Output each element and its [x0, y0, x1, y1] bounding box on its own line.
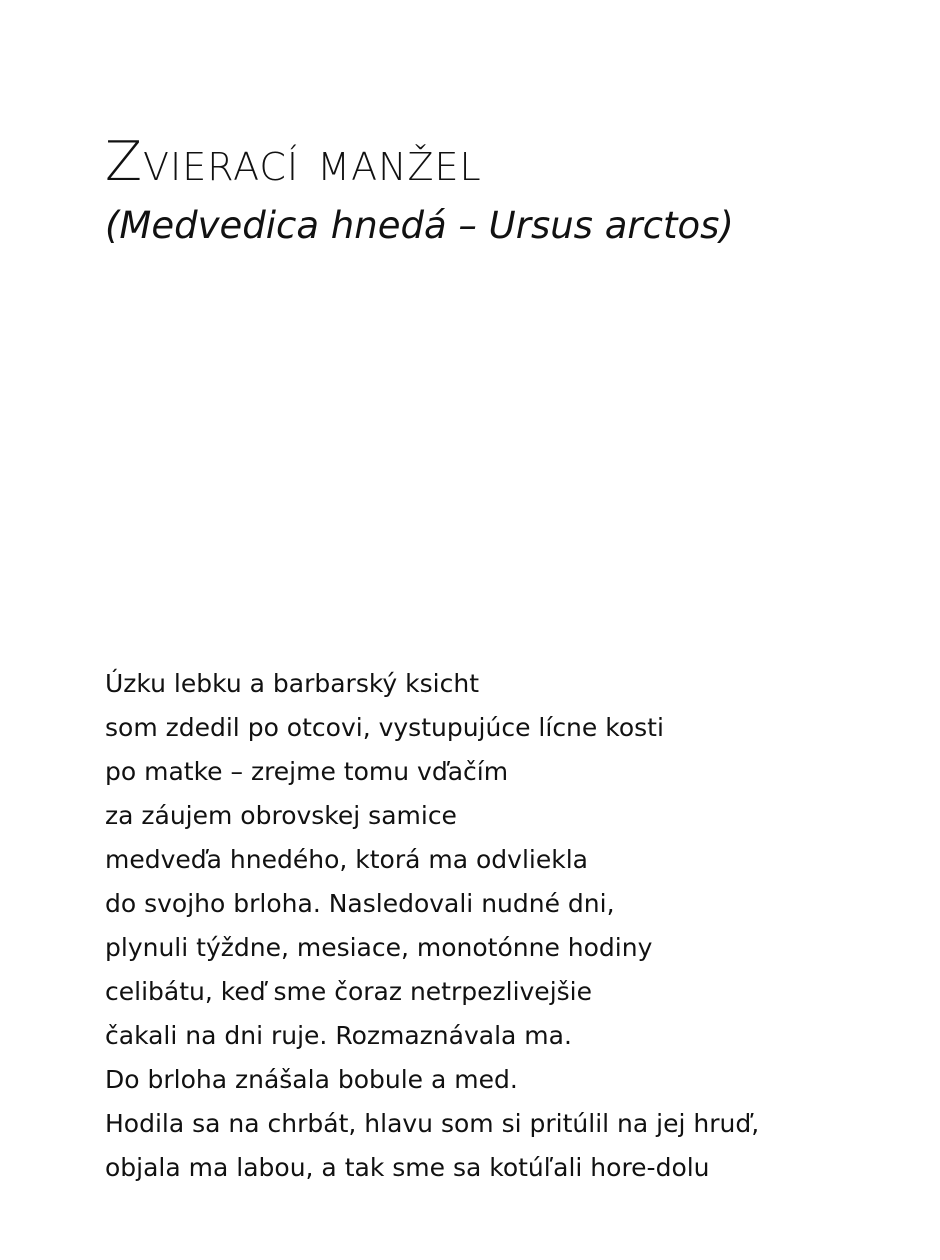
- poem-line: po matke – zrejme tomu vďačím: [105, 757, 509, 786]
- poem-line: medveďa hnedého, ktorá ma odvliekla: [105, 845, 588, 874]
- poem-subtitle: (Medvedica hnedá – Ursus arctos): [105, 204, 734, 247]
- poem-line: Hodila sa na chrbát, hlavu som si pritúlil na jej hruď,: [105, 1109, 760, 1138]
- poem-line: čakali na dni ruje. Rozmaznávala ma.: [105, 1021, 572, 1050]
- poem-line: Úzku lebku a barbarský ksicht: [105, 669, 480, 698]
- poem-title: Zvierací manžel: [105, 130, 482, 193]
- poem-line: za záujem obrovskej samice: [105, 801, 457, 830]
- poem-line: plynuli týždne, mesiace, monotónne hodiny: [105, 933, 653, 962]
- poem-line: celibátu, keď sme čoraz netrpezlivejšie: [105, 977, 592, 1006]
- poem-body: [105, 662, 759, 1190]
- poem-line: som zdedil po otcovi, vystupujúce lícne kosti: [105, 713, 664, 742]
- poem-line: Do brloha znášala bobule a med.: [105, 1065, 518, 1094]
- poem-line: do svojho brloha. Nasledovali nudné dni,: [105, 889, 615, 918]
- poem-line: objala ma labou, a tak sme sa kotúľali hore-dolu: [105, 1153, 710, 1182]
